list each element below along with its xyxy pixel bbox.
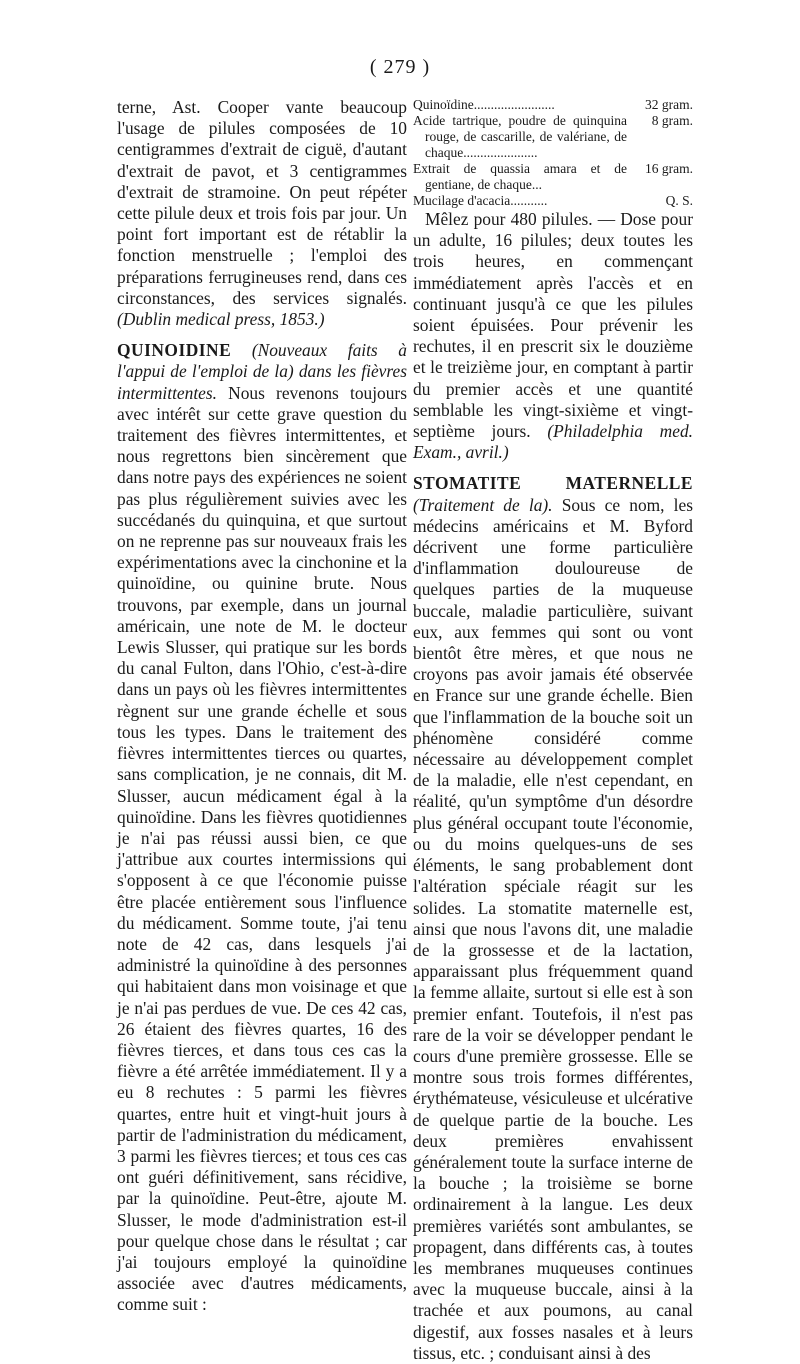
left-column (117, 97, 407, 1316)
recipe-quantity: 32 gram. (645, 97, 693, 112)
article-subtitle: (Nouveaux faits à l'appui de l'emploi de la) dans les fièvres intermittentes. (117, 340, 407, 403)
recipe-quantity: Q. S. (665, 193, 693, 208)
recipe-item (413, 193, 693, 209)
article-heading: STOMATITE MATERNELLE (413, 473, 693, 494)
source-citation: (Dublin medical press, 1853.) (117, 309, 325, 330)
right-column (413, 97, 693, 1364)
recipe-item (413, 113, 693, 161)
source-citation: (Philadelphia med. Exam., avril.) (413, 421, 693, 463)
recipe-quantity: 16 gram. (645, 161, 693, 176)
recipe-ingredient: Quinoïdine........................ (413, 97, 555, 112)
article-subtitle: (Traitement de la). (413, 494, 553, 515)
article-stomatite (413, 473, 693, 1364)
article-body: Sous ce nom, les médecins américains et M. Byford décrivent une forme particulière d'inflammation douloureuse de quelques parties de la muqueuse buccale, maladie particulière, suivant eux, aux femmes qui sont ou vont bientôt être mères, et que nous ne croyons pas avoir jamais été observée en France sur une grande échelle. Bien que l'inflammation de la bouche soit un phénomène considéré comme nécessaire au développement complet de la maladie, elle n'est cependant, en réalité, qu'un symptôme d'un désordre plus général occupant toute l'économie, ou du moins quelques-uns de ses éléments, le sang probablement dont l'altération spéciale réagit sur les solides. La stomatite maternelle est, ainsi que nous l'avons dit, une maladie de la grossesse et de la lactation, apparaissant plus fréquemment quand la femme allaite, surtout si elle est à son premier enfant. Toutefois, il n'est pas rare de la voir se développer pendant le cours d'une première grossesse. Elle se montre sous trois formes différentes, érythémateuse, vésiculeuse et ulcérative de quelque partie de la bouche. Les deux premières envahissent généralement toute la surface interne de la bouche ; la troisième se borne ordinairement à la langue. Les deux premières variétés sont ambulantes, se propagent, dans différents cas, à toutes les membranes muqueuses continues avec la muqueuse buccale, ainsi à la trachée et aux poumons, au canal digestif, aux fosses nasales et à leurs tissus, etc. ; conduisant ainsi à des (413, 494, 693, 1363)
recipe-ingredient: Acide tartrique, poudre de quinquina rouge, de cascarille, de valériane, de chaque...................... (413, 113, 627, 160)
article-quinoidine (117, 340, 407, 1315)
recipe-ingredient: Extrait de quassia amara et de gentiane, de chaque... (413, 161, 627, 192)
paragraph-dose (413, 209, 693, 463)
recipe-ingredient: Mucilage d'acacia........... (413, 193, 548, 208)
paragraph-dose-text: Mêlez pour 480 pilules. — Dose pour un adulte, 16 pilules; deux toutes les trois heures, en commençant immédiatement après l'accès et en continuant jusqu'à ce que les pilules soient épuisées. Pour prévenir les rechutes, il en prescrit six le douzième et le treizième jour, en comptant à partir du premier accès et une quantité semblable les vingt-sixième et vingt-septième jours. (413, 209, 693, 442)
recipe-item (413, 97, 693, 113)
paragraph-cooper-text: terne, Ast. Cooper vante beaucoup l'usage de pilules composées de 10 centigrammes d'extrait de ciguë, d'autant d'extrait de pavot, et 3 centigrammes d'extrait de stramoine. On peut répéter cette pilule deux et trois fois par jour. Un point fort important est de rétablir la fonction menstruelle ; l'emploi des préparations ferrugineuses rend, dans ces circonstances, des services signalés. (117, 97, 407, 308)
page-number: ( 279 ) (369, 56, 431, 78)
article-heading: QUINOIDINE (117, 340, 232, 361)
recipe-item (413, 161, 693, 193)
article-body: Nous revenons toujours avec intérêt sur cette grave question du traitement des fièvres intermittentes, et nous regrettons bien sincèrement que dans notre pays des expériences ne soient pas plus régulièrement suivies avec les succédanés du quinquina, et que surtout on ne reprenne pas sur nouveaux frais les expérimentations avec la cinchonine et la quinoïdine, ou quinine brute. Nous trouvons, par exemple, dans un journal américain, une note de M. le docteur Lewis Slusser, qui pratique sur les bords du canal Fulton, dans l'Ohio, c'est-à-dire dans un pays où les fièvres intermittentes règnent sur une grande échelle et sous tous les types. Dans le traitement des fièvres intermittentes tierces ou quartes, sans complication, je ne connais, dit M. Slusser, aucun médicament égal à la quinoïdine. Dans les fièvres quotidiennes je n'ai pas réussi aussi bien, ce que j'attribue aux courtes intermissions qui s'opposent à ce que l'économie puisse être placée entièrement sous l'influence du médicament. Somme toute, j'ai tenu note de 42 cas, dans lesquels j'ai administré la quinoïdine à des personnes qui habitaient dans mon voisinage et que je n'ai pas perdues de vue. De ces 42 cas, 26 étaient des fièvres quartes, 16 des fièvres tierces, et dans tous ces cas la fièvre a été arrêtée immédiatement. Il y a eu 8 rechutes : 5 parmi les fièvres quartes, entre huit et vingt-huit jours à partir de l'administration du médicament, 3 parmi les fièvres tierces; et tous ces cas ont guéri définitivement, sans récidive, par la quinoïdine. Peut-être, ajoute M. Slusser, le mode d'administration est-il pour quelque chose dans le résultat ; car j'ai toujours employé la quinoïdine associée avec d'autres médicaments, comme suit : (117, 382, 407, 1315)
recipe-quantity: 8 gram. (651, 113, 693, 128)
recipe-list (413, 97, 693, 209)
paragraph-cooper (117, 97, 407, 330)
